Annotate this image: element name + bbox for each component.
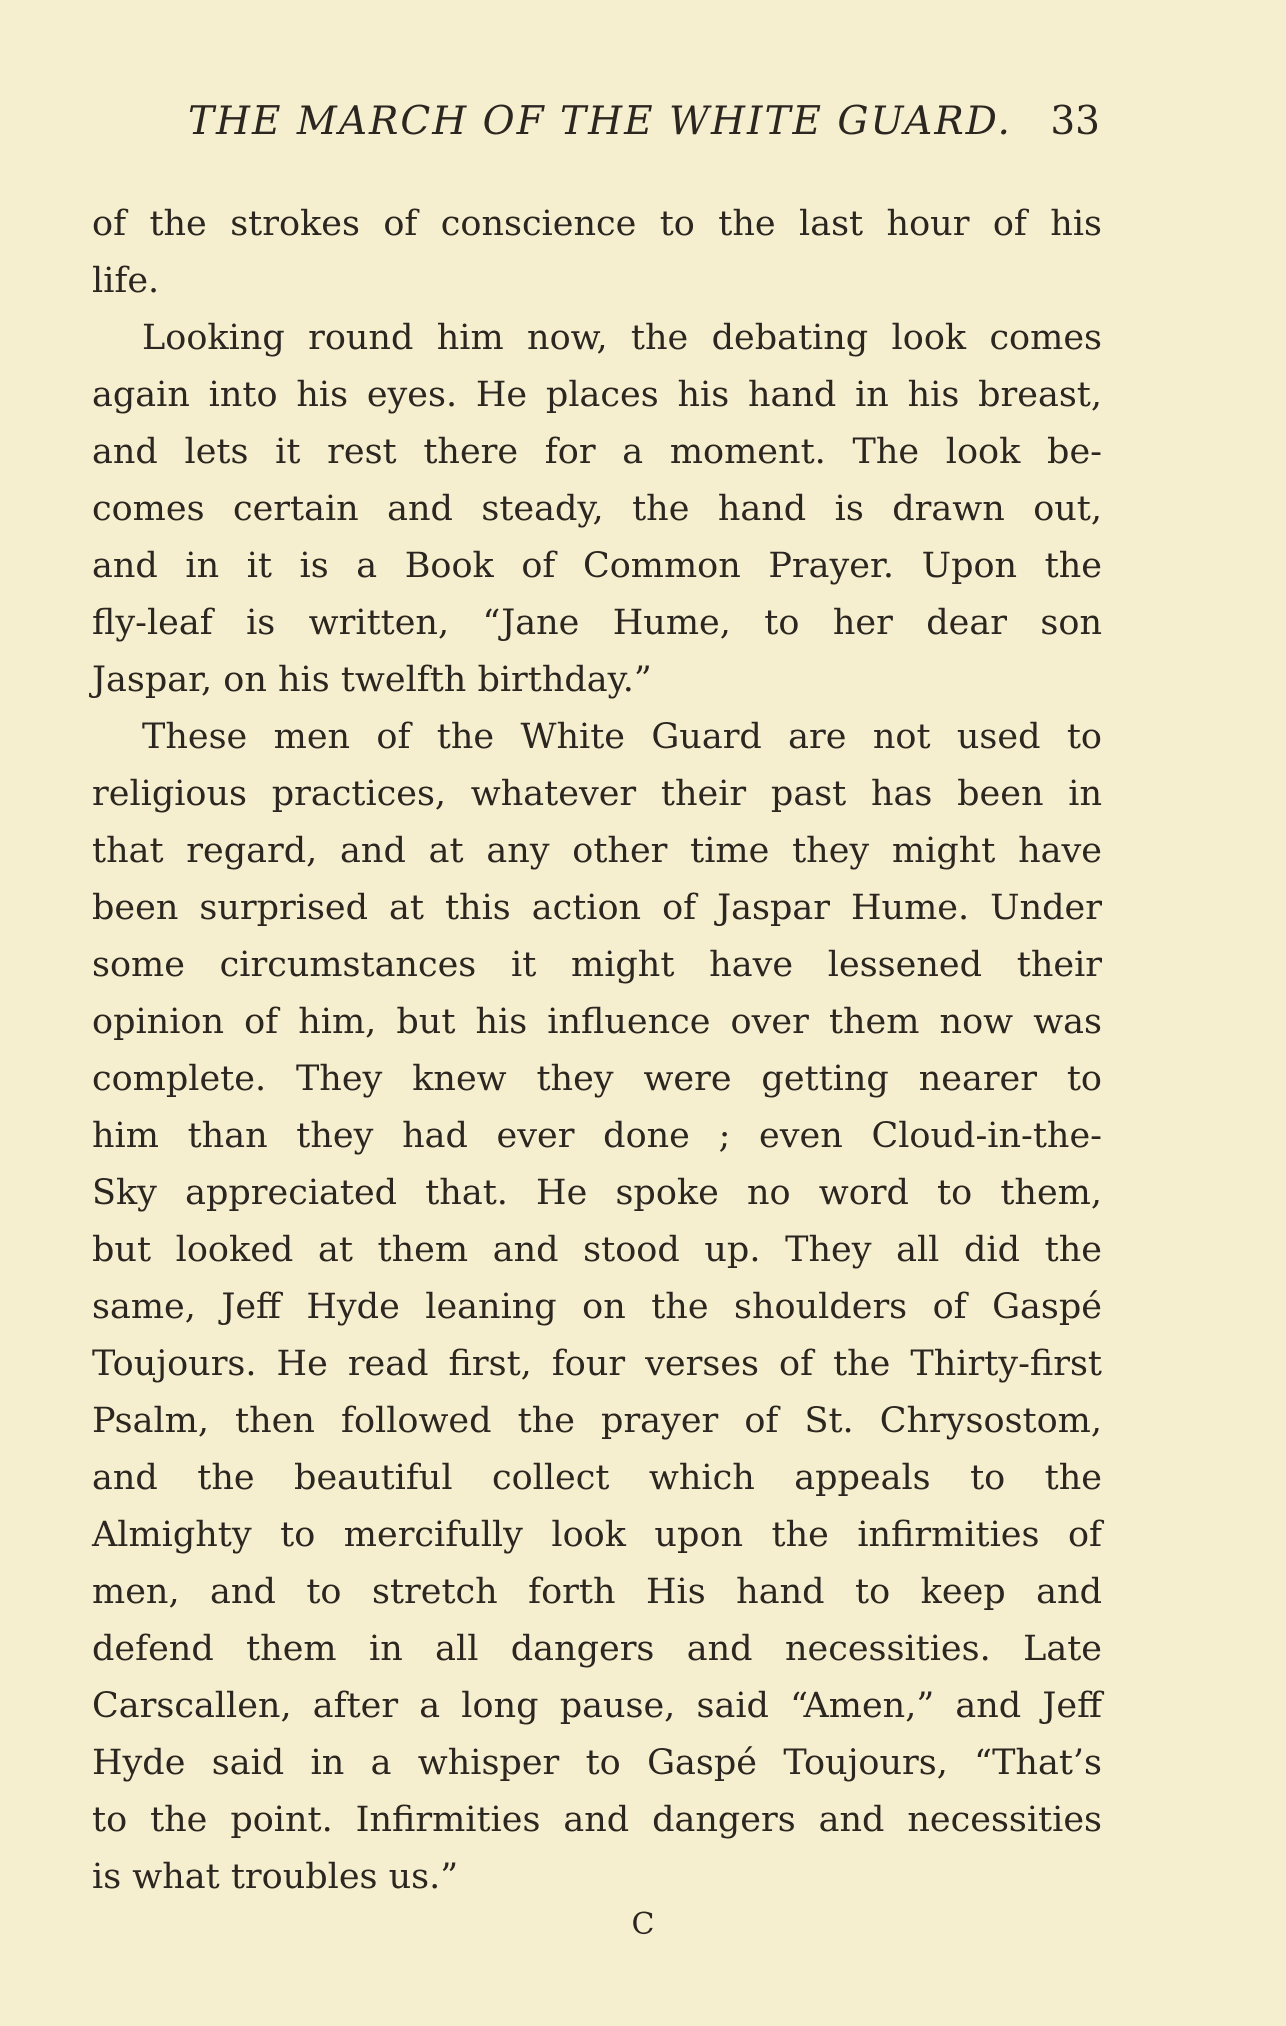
text-line: Jaspar, on his twelfth birthday.” bbox=[92, 660, 652, 700]
text-line: fly-leaf is written, “Jane Hume, to her dear son bbox=[92, 603, 1102, 643]
text-line: religious practices, whatever their past has been in bbox=[92, 774, 1102, 814]
body-text bbox=[92, 196, 1102, 1906]
text-line: same, Jeff Hyde leaning on the shoulders of Gaspé bbox=[92, 1287, 1102, 1327]
text-line: Psalm, then followed the prayer of St. Chrysostom, bbox=[92, 1401, 1102, 1441]
text-line: Hyde said in a whisper to Gaspé Toujours, “That’s bbox=[92, 1743, 1102, 1783]
page-number: 33 bbox=[1050, 99, 1100, 144]
text-line: Toujours. He read first, four verses of the Thirty-first bbox=[92, 1344, 1102, 1384]
text-line: and lets it rest there for a moment. The look be- bbox=[92, 432, 1102, 472]
text-line: is what troubles us.” bbox=[92, 1857, 459, 1897]
text-line: Looking round him now, the debating look comes bbox=[142, 318, 1102, 358]
text-line: These men of the White Guard are not used to bbox=[142, 717, 1102, 757]
text-line: and in it is a Book of Common Prayer. Upon the bbox=[92, 546, 1102, 586]
text-line: and the beautiful collect which appeals to the bbox=[92, 1458, 1102, 1498]
text-line: again into his eyes. He places his hand in his breast, bbox=[92, 375, 1102, 415]
text-line: Carscallen, after a long pause, said “Amen,” and Jeff bbox=[92, 1686, 1102, 1726]
page-header bbox=[150, 96, 1100, 148]
text-line: life. bbox=[92, 261, 160, 301]
text-line: Almighty to mercifully look upon the infirmities of bbox=[92, 1515, 1102, 1555]
text-line: Sky appreciated that. He spoke no word to them, bbox=[92, 1173, 1102, 1213]
text-line: comes certain and steady, the hand is drawn out, bbox=[92, 489, 1102, 529]
text-line: complete. They knew they were getting nearer to bbox=[92, 1059, 1102, 1099]
signature-mark: C bbox=[631, 1907, 655, 1942]
text-line: that regard, and at any other time they might have bbox=[92, 831, 1102, 871]
text-line: him than they had ever done ; even Cloud-in-the- bbox=[92, 1116, 1102, 1156]
text-line: men, and to stretch forth His hand to keep and bbox=[92, 1572, 1102, 1612]
text-line: to the point. Infirmities and dangers and necessities bbox=[92, 1800, 1102, 1840]
text-line: of the strokes of conscience to the last hour of his bbox=[92, 204, 1102, 244]
text-line: opinion of him, but his influence over them now was bbox=[92, 1002, 1102, 1042]
text-line: defend them in all dangers and necessities. Late bbox=[92, 1629, 1102, 1669]
text-line: been surprised at this action of Jaspar Hume. Under bbox=[92, 888, 1102, 928]
text-line: some circumstances it might have lessened their bbox=[92, 945, 1102, 985]
running-head: THE MARCH OF THE WHITE GUARD. bbox=[188, 99, 1012, 144]
text-line: but looked at them and stood up. They all did the bbox=[92, 1230, 1102, 1270]
